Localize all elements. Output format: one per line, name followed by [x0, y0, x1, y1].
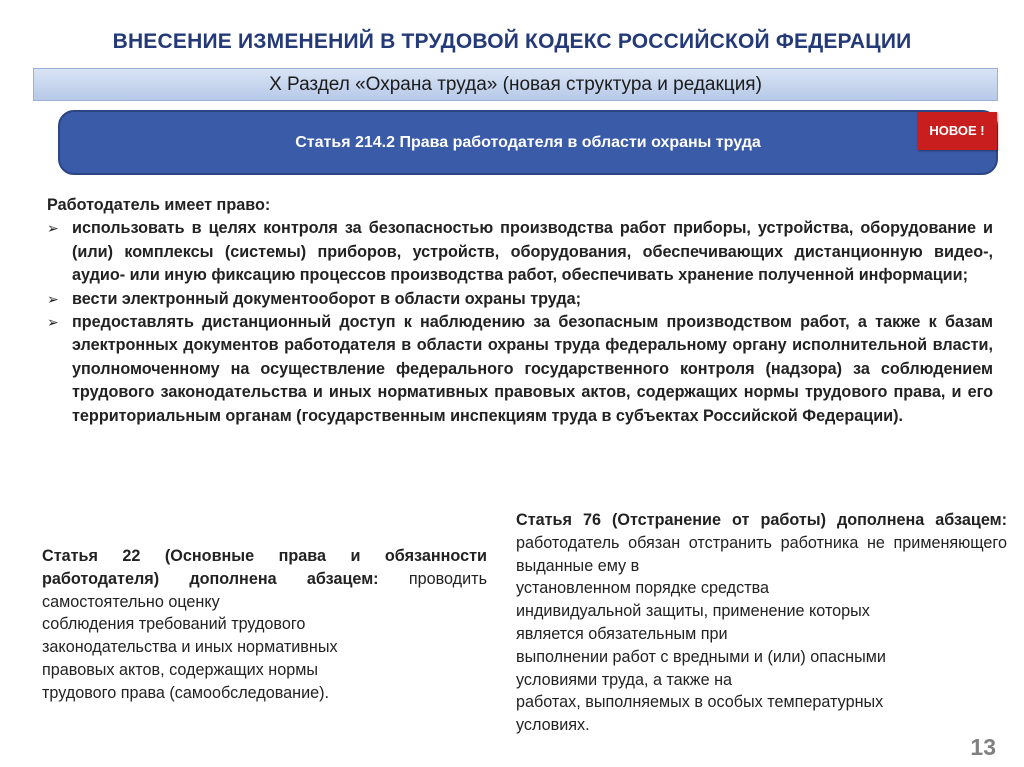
- article-76-text: работодатель обязан отстранить работника не применяющего выданные ему в: [516, 533, 1007, 575]
- article-22-line: законодательства и иных нормативных: [42, 638, 338, 657]
- article-76-block: [516, 509, 1007, 737]
- article-76-heading-and-text: [516, 509, 1007, 577]
- list-item-text: использовать в целях контроля за безопасностью производства работ приборы, устройства, оборудование и (или) комплексы (системы) приборов, устройств, оборудования, обеспечивающих дистанционную видео-, аудио- или иную фиксацию процессов производства работ, обеспечивать хранение полученной информации;: [72, 219, 993, 285]
- article-22-line: правовых актов, содержащих нормы: [42, 660, 318, 679]
- list-item: [47, 217, 993, 287]
- article-76-line: условиях.: [516, 716, 590, 735]
- article-76-line: условиями труда, а также на: [516, 670, 733, 689]
- slide-title: ВНЕСЕНИЕ ИЗМЕНЕНИЙ В ТРУДОВОЙ КОДЕКС РОССИЙСКОЙ ФЕДЕРАЦИИ: [112, 30, 912, 53]
- article-76-line: работах, выполняемых в особых температурных: [516, 693, 884, 712]
- article-76-line: выполнении работ с вредными и (или) опасными: [516, 647, 886, 666]
- arrow-bullet-icon: ➢: [47, 290, 59, 307]
- article-76-line: индивидуальной защиты, применение которых: [516, 602, 870, 621]
- employer-rights: [47, 194, 993, 428]
- article-22-line: проводить самостоятельно оценку: [42, 569, 487, 611]
- article-22-block: [42, 545, 487, 705]
- list-item-text: вести электронный документооборот в области охраны труда;: [72, 289, 582, 308]
- list-item: [47, 288, 993, 311]
- rights-list: [47, 217, 993, 428]
- article-76-line: является обязательным при: [516, 624, 728, 643]
- arrow-bullet-icon: ➢: [47, 314, 59, 331]
- article-22-line: трудового права (самообследование).: [42, 683, 330, 702]
- page-number: 13: [970, 734, 996, 760]
- section-bar: Х Раздел «Охрана труда» (новая структура и редакция): [33, 68, 998, 101]
- new-badge: НОВОЕ !: [917, 112, 997, 150]
- rights-intro: Работодатель имеет право:: [47, 196, 271, 214]
- list-item-text: предоставлять дистанционный доступ к наблюдению за безопасным производством работ, а также к базам электронных документов работодателя в области охраны труда федеральному органу исполнительной власти, уполномоченному на осуществление федерального государственного контроля (надзора) за соблюдением трудового законодательства и иных нормативных правовых актов, содержащих нормы трудового права, и его территориальным органам (государственным инспекциям труда в субъектах Российской Федерации).: [72, 313, 993, 425]
- article-76-line: установленном порядке средства: [516, 579, 770, 598]
- article-22-heading: Статья 22 (Основные права и обязанности работодателя) дополнена абзацем:: [42, 547, 487, 588]
- list-item: [47, 311, 993, 428]
- article-banner: Статья 214.2 Права работодателя в области охраны труда: [58, 110, 998, 175]
- article-22-line: соблюдения требований трудового: [42, 615, 306, 634]
- arrow-bullet-icon: ➢: [47, 220, 59, 237]
- article-76-heading: Статья 76 (Отстранение от работы) дополнена абзацем:: [516, 511, 1007, 529]
- article-22-heading-and-first-line: [42, 545, 487, 613]
